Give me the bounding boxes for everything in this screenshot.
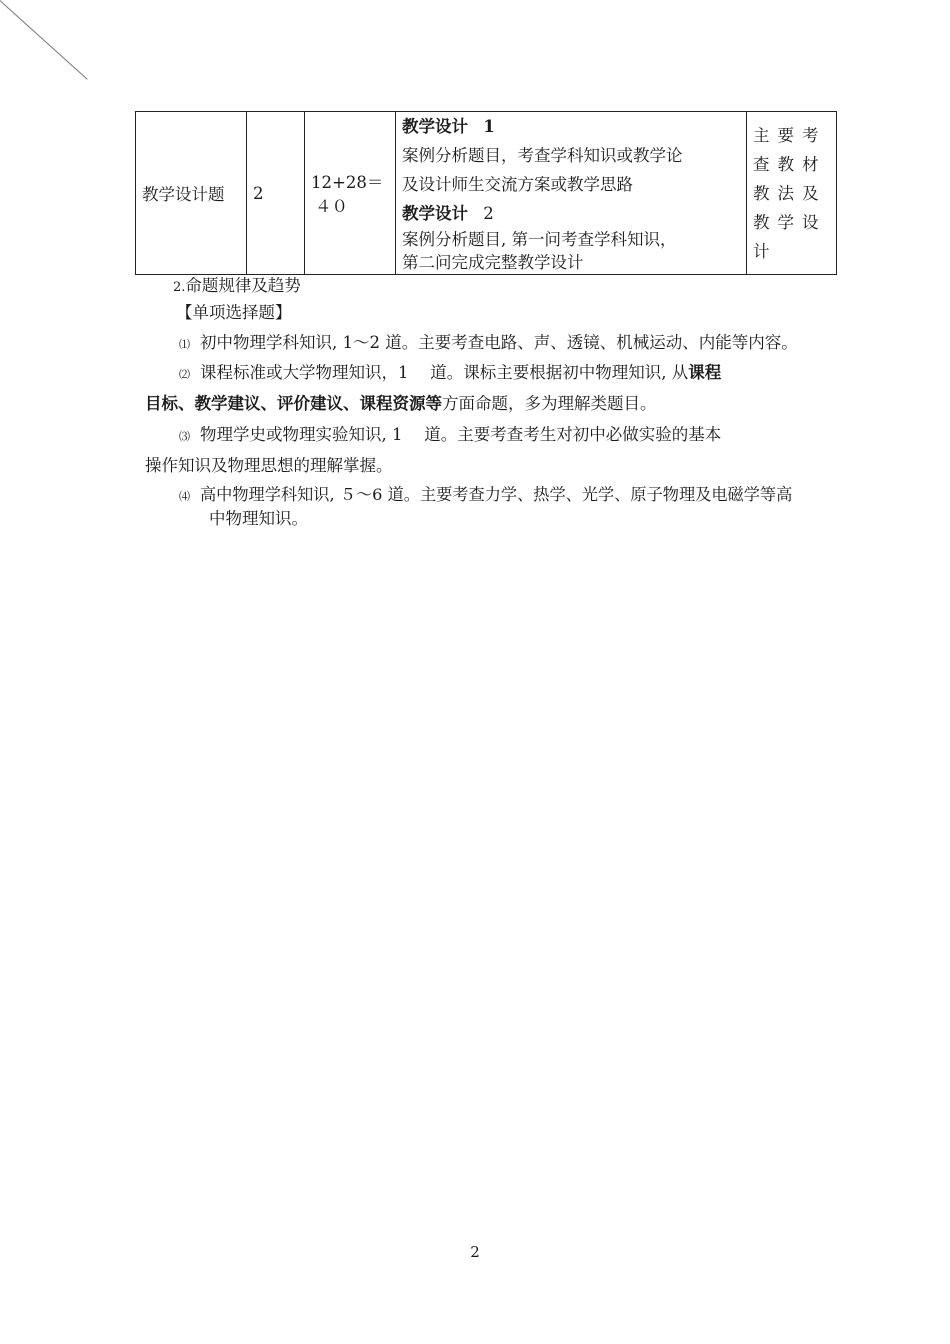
score-line-2: ４０: [315, 197, 348, 216]
section-subheading: 【单项选择题】: [176, 303, 292, 322]
list-item-continuation: [145, 392, 657, 416]
item-text: 物理学史或物理实验知识, 1 道。主要考查考生对初中必做实验的基本: [200, 425, 722, 444]
item-text: 课程标准或大学物理知识，1 道。课标主要根据初中物理知识, 从: [200, 363, 689, 382]
score-cell: [305, 112, 396, 275]
item-number: ⑶: [179, 430, 190, 443]
question-count-cell: 2: [247, 112, 305, 275]
list-item: [179, 361, 721, 387]
note-cell: [747, 112, 837, 275]
design1-heading: [402, 112, 740, 141]
design1-title: 教学设计: [402, 117, 468, 136]
design1-text-2: 及设计师生交流方案或教学思路: [402, 175, 633, 194]
list-item: [179, 331, 798, 357]
score-line-1: 12+28＝: [311, 173, 384, 192]
item-bold-text: 课程: [688, 363, 722, 382]
design2-title: 教学设计: [402, 204, 468, 223]
design1-number: 1: [483, 117, 495, 136]
design2-text-2: 第二问完成完整教学设计: [402, 253, 584, 272]
note-line-3: 教法及: [753, 183, 827, 203]
list-item: [179, 483, 792, 509]
content-cell: [396, 112, 747, 275]
note-line-1: 主要考: [753, 125, 827, 145]
item-text: 初中物理学科知识, 1～2 道。主要考查电路、声、透镜、机械运动、内能等内容。: [200, 333, 798, 352]
note-line-5: 计: [753, 241, 778, 261]
design2-text-1: 案例分析题目, 第一问考查学科知识，: [402, 230, 677, 249]
exam-structure-table: [135, 111, 837, 275]
section-heading: [173, 274, 301, 300]
design2-heading: [402, 199, 740, 228]
item-number: ⑴: [179, 338, 190, 351]
section-heading-number: 2.: [173, 280, 186, 295]
list-item-continuation: 中物理知识。: [209, 509, 308, 528]
list-item: [179, 423, 721, 449]
page-number: 2: [470, 1243, 480, 1261]
corner-fold-line: [0, 0, 88, 80]
list-item-continuation: 操作知识及物理思想的理解掌握。: [145, 456, 393, 475]
item-bold-text: 目标、教学建议、评价建议、课程资源等: [145, 394, 442, 413]
item-number: ⑵: [179, 368, 190, 381]
item-number: ⑷: [179, 490, 190, 503]
item-text: 高中物理学科知识, ５～6 道。主要考查力学、热学、光学、原子物理及电磁学等高: [200, 485, 793, 504]
item-text: 方面命题，多为理解类题目。: [442, 394, 657, 413]
table-row: [136, 112, 837, 275]
design2-number: 2: [483, 204, 494, 223]
question-type-cell: 教学设计题: [136, 112, 247, 275]
section-heading-text: 命题规律及趋势: [185, 276, 301, 295]
design1-text-1: 案例分析题目，考查学科知识或教学论: [402, 146, 683, 165]
note-line-2: 查教材: [753, 154, 827, 174]
note-line-4: 教学设: [753, 212, 827, 232]
